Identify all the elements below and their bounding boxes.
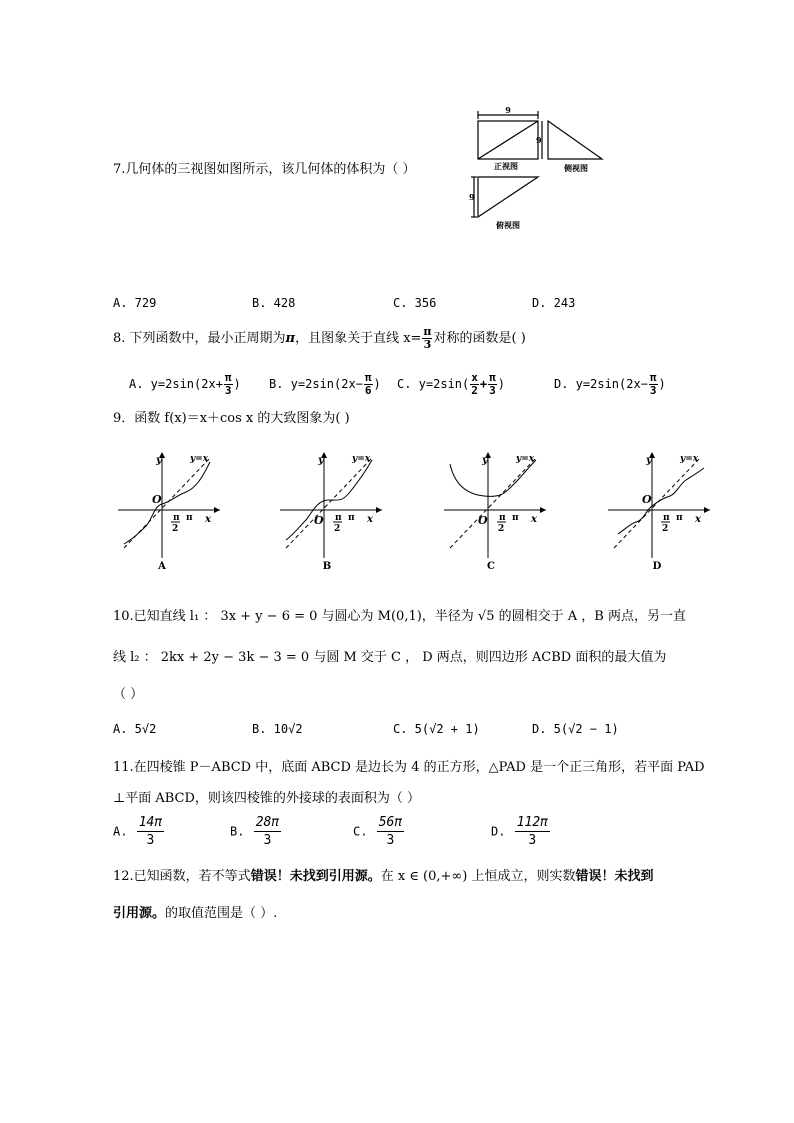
svg-text:y: y bbox=[482, 455, 488, 466]
svg-text:y: y bbox=[318, 455, 324, 466]
svg-text:π: π bbox=[512, 513, 519, 523]
top-dim: 9 bbox=[469, 192, 475, 202]
q10-line1: 10.已知直线 l₁ ： 3x + y − 6 = 0 与圆心为 M(0,1)，半径为 √5 的圆相交于 A ，B 两点，另一直 bbox=[113, 609, 686, 624]
q12-line1: 12.已知函数，若不等式错误！未找到引用源。在 x ∈ (0,+∞) 上恒成立，则实数错误！未找到 bbox=[113, 869, 654, 884]
q8-mid: ，且图象关于直线 x= bbox=[295, 331, 422, 346]
svg-text:π: π bbox=[173, 513, 180, 523]
q9-label-b: B bbox=[322, 561, 332, 572]
svg-text:O: O bbox=[152, 493, 162, 506]
q11-line1: 11.在四棱锥 P－ABCD 中，底面 ABCD 是边长为 4 的正方形，△PAD 是一个正三角形，若平面 PAD bbox=[113, 760, 705, 775]
q12-line2: 引用源。的取值范围是（ ）. bbox=[113, 906, 278, 921]
svg-text:O: O bbox=[314, 514, 324, 527]
q12-error-ref-2: 错误！未找到 bbox=[575, 869, 654, 884]
q10-line2: 线 l₂ ： 2kx + 2y − 3k − 3 = 0 与圆 M 交于 C ， D 两点，则四边形 ACBD 面积的最大值为 bbox=[113, 650, 667, 665]
q9-graph-c bbox=[436, 448, 551, 573]
svg-text:y: y bbox=[156, 455, 162, 466]
q10-option-d: D. 5(√2 − 1) bbox=[532, 722, 619, 736]
svg-text:π: π bbox=[663, 513, 670, 523]
svg-text:y=x: y=x bbox=[190, 454, 209, 464]
q11-option-c: C. $\frac{56\pi}{3}$ bbox=[353, 815, 403, 848]
svg-text:π: π bbox=[348, 513, 355, 523]
svg-text:π: π bbox=[186, 513, 193, 523]
q12-error-ref-2b: 引用源。 bbox=[113, 906, 166, 921]
q8-option-a: A. y=2sin(2x+ $\frac{\pi}{3}$ ) bbox=[129, 371, 241, 397]
front-view-label: 正视图 bbox=[494, 161, 518, 171]
front-dim: 9 bbox=[505, 105, 511, 115]
front-height-dim: 9 bbox=[536, 135, 542, 145]
q9-graph-a bbox=[110, 448, 225, 573]
q9-graph-b bbox=[272, 448, 387, 573]
svg-text:O: O bbox=[642, 493, 652, 506]
three-view-figure bbox=[470, 105, 610, 233]
q8-pre: 8. 下列函数中，最小正周期为 bbox=[113, 331, 286, 346]
q7-option-c: C. 356 bbox=[393, 296, 437, 310]
q8-option-b: B. y=2sin(2x− $\frac{\pi}{6}$ ) bbox=[269, 371, 381, 397]
svg-text:2: 2 bbox=[172, 524, 179, 534]
q12-error-ref-1: 错误！未找到引用源。 bbox=[250, 869, 381, 884]
side-view-label: 侧视图 bbox=[564, 163, 588, 173]
svg-text:π: π bbox=[499, 513, 506, 523]
svg-text:π: π bbox=[335, 513, 342, 523]
svg-text:y=x: y=x bbox=[516, 454, 535, 464]
q7-option-a: A. 729 bbox=[113, 296, 157, 310]
q10-option-c: C. 5(√2 + 1) bbox=[393, 722, 480, 736]
q8-pi: π bbox=[285, 331, 296, 346]
q8-line-frac: $\frac{\pi}{3}$ bbox=[423, 325, 432, 351]
q10-option-a: A. 5√2 bbox=[113, 722, 157, 736]
q10-option-b: B. 10√2 bbox=[252, 722, 303, 736]
q7-option-b: B. 428 bbox=[252, 296, 296, 310]
svg-text:y=x: y=x bbox=[352, 454, 371, 464]
svg-text:O: O bbox=[478, 514, 488, 527]
svg-text:x: x bbox=[531, 514, 537, 525]
q10-paren: （ ） bbox=[113, 687, 144, 702]
front-view bbox=[478, 111, 542, 159]
q8-option-c: C. y=2sin( $\frac{x}{2}$ + $\frac{\pi}{3}$ ) bbox=[397, 371, 505, 397]
svg-text:x: x bbox=[205, 514, 211, 525]
q11-line2: ⊥平面 ABCD，则该四棱锥的外接球的表面积为（ ） bbox=[113, 791, 421, 806]
q9-label-c: C bbox=[487, 561, 495, 572]
q9-label-a: A bbox=[158, 561, 166, 572]
q9-label-d: D bbox=[652, 561, 662, 572]
q11-option-d: D. $\frac{112\pi}{3}$ bbox=[491, 815, 548, 848]
q7-option-d: D. 243 bbox=[532, 296, 576, 310]
top-view bbox=[471, 177, 538, 217]
svg-text:x: x bbox=[695, 514, 701, 525]
svg-text:y=x: y=x bbox=[680, 454, 699, 464]
top-view-label: 俯视图 bbox=[496, 220, 520, 230]
svg-text:2: 2 bbox=[334, 524, 341, 534]
svg-text:y: y bbox=[646, 455, 652, 466]
q7-text: 7.几何体的三视图如图所示，该几何体的体积为（ ） bbox=[113, 162, 416, 177]
svg-text:2: 2 bbox=[662, 524, 669, 534]
q8-post: 对称的函数是( ) bbox=[433, 331, 526, 346]
q9-text: 9．函数 f(x)＝x＋cos x 的大致图象为( ) bbox=[113, 411, 350, 426]
q8-text bbox=[113, 326, 526, 351]
q11-option-b: B. $\frac{28\pi}{3}$ bbox=[230, 815, 280, 848]
side-view bbox=[548, 121, 602, 159]
svg-text:x: x bbox=[367, 514, 373, 525]
q8-option-d: D. y=2sin(2x− $\frac{\pi}{3}$ ) bbox=[554, 371, 666, 397]
q9-graph-d bbox=[600, 448, 715, 573]
q11-option-a: A. $\frac{14\pi}{3}$ bbox=[113, 815, 163, 848]
svg-text:π: π bbox=[676, 513, 683, 523]
svg-text:2: 2 bbox=[498, 524, 505, 534]
